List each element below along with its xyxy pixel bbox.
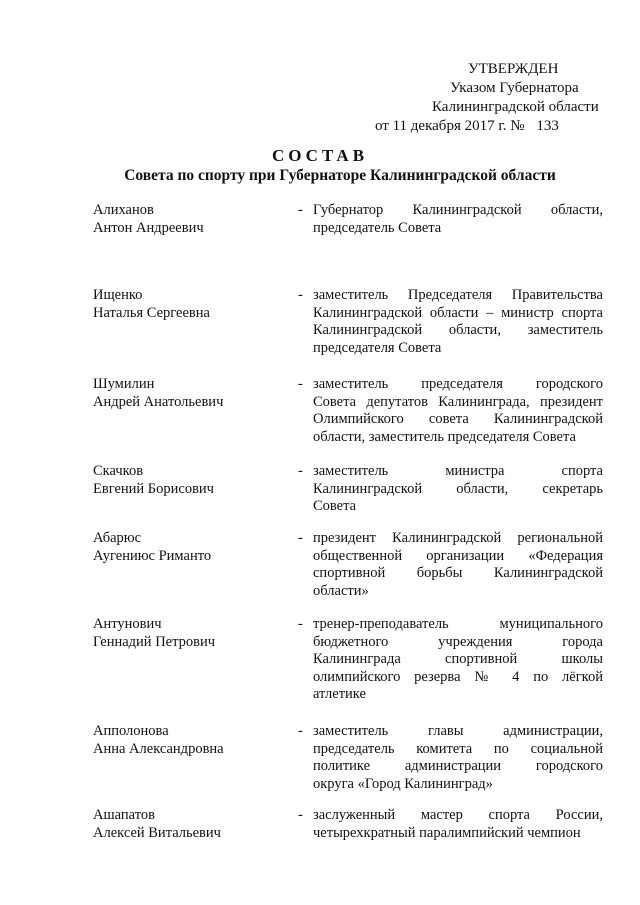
role-line: тренер-преподаватель муниципального bbox=[313, 616, 603, 632]
member-name bbox=[93, 202, 293, 237]
role-line: бюджетного учреждения города bbox=[313, 633, 603, 650]
role-line: Калининграда спортивной школы bbox=[313, 651, 603, 667]
approval-number: 133 bbox=[536, 118, 559, 134]
member-name bbox=[93, 376, 293, 411]
role-line: председатель комитета по социальной bbox=[313, 740, 603, 757]
member-entry bbox=[93, 376, 608, 463]
member-surname: Антунович bbox=[93, 616, 162, 632]
member-role bbox=[313, 202, 603, 237]
role-line: председателя Совета bbox=[313, 339, 442, 356]
member-dash: - bbox=[298, 616, 303, 632]
role-line: Губернатор Калининградской области, bbox=[313, 202, 603, 218]
document-title: СОСТАВ bbox=[271, 146, 369, 165]
member-role bbox=[313, 723, 603, 793]
member-role bbox=[313, 807, 603, 842]
approval-date-line bbox=[375, 117, 559, 136]
role-line: заместитель Председателя Правительства bbox=[313, 287, 603, 303]
member-surname: Алиханов bbox=[93, 202, 154, 218]
role-line: заслуженный мастер спорта России, bbox=[313, 807, 603, 823]
member-given-name: Наталья Сергеевна bbox=[93, 304, 210, 321]
member-role bbox=[313, 376, 603, 446]
members-list bbox=[93, 202, 608, 847]
role-line: заместитель министра спорта bbox=[313, 463, 603, 479]
member-role bbox=[313, 530, 603, 600]
member-role bbox=[313, 616, 603, 704]
approval-date-prefix: от bbox=[375, 118, 389, 134]
member-given-name: Аугениюс Риманто bbox=[93, 547, 212, 564]
approval-decree: Указом Губернатора bbox=[450, 80, 579, 96]
member-entry bbox=[93, 723, 608, 807]
member-given-name: Евгений Борисович bbox=[93, 480, 214, 497]
role-line: председатель Совета bbox=[313, 219, 442, 236]
member-given-name: Антон Андреевич bbox=[93, 219, 204, 236]
member-name bbox=[93, 723, 293, 758]
role-line: Калининградской области, заместитель bbox=[313, 322, 603, 338]
member-role bbox=[313, 463, 603, 516]
role-line: Олимпийского совета Калининградской bbox=[313, 411, 603, 427]
member-given-name: Алексей Витальевич bbox=[93, 824, 221, 841]
member-dash: - bbox=[298, 807, 303, 823]
role-line: Калининградской области – министр спорта bbox=[313, 304, 603, 321]
role-line: спортивной борьбы Калининградской bbox=[313, 565, 603, 581]
role-line: Совета депутатов Калининграда, президент bbox=[313, 393, 603, 410]
member-surname: Шумилин bbox=[93, 376, 155, 392]
member-surname: Ищенко bbox=[93, 287, 143, 303]
role-line: округа «Город Калининград» bbox=[313, 775, 493, 792]
member-entry bbox=[93, 202, 608, 287]
member-entry bbox=[93, 463, 608, 530]
role-line: заместитель главы администрации, bbox=[313, 723, 603, 739]
member-given-name: Андрей Анатольевич bbox=[93, 393, 224, 410]
role-line: Совета bbox=[313, 498, 357, 514]
member-name bbox=[93, 807, 293, 842]
member-entry bbox=[93, 287, 608, 376]
member-name bbox=[93, 287, 293, 322]
member-dash: - bbox=[298, 530, 303, 546]
member-entry bbox=[93, 530, 608, 616]
member-surname: Скачков bbox=[93, 463, 144, 479]
role-line: Калининградской области, секретарь bbox=[313, 480, 603, 497]
approval-region: Калининградской области bbox=[432, 99, 599, 115]
role-line: области, заместитель председателя Совета bbox=[313, 428, 576, 445]
member-dash: - bbox=[298, 376, 303, 392]
role-line: области» bbox=[313, 582, 369, 599]
approval-heading: УТВЕРЖДЕН bbox=[468, 61, 559, 77]
member-role bbox=[313, 287, 603, 357]
member-entry bbox=[93, 616, 608, 723]
role-line: политике администрации городского bbox=[313, 758, 603, 774]
role-line: олимпийского резерва № 4 по лёгкой bbox=[313, 668, 603, 685]
role-line: атлетике bbox=[313, 686, 366, 702]
document-subtitle: Совета по спорту при Губернаторе Калининградской области bbox=[124, 167, 556, 184]
member-given-name: Геннадий Петрович bbox=[93, 633, 216, 650]
member-surname: Абарюс bbox=[93, 530, 142, 546]
member-dash: - bbox=[298, 723, 303, 739]
member-dash: - bbox=[298, 463, 303, 479]
role-line: президент Калининградской региональной bbox=[313, 530, 603, 546]
role-line: четырехкратный паралимпийский чемпион bbox=[313, 824, 581, 841]
member-given-name: Анна Александровна bbox=[93, 740, 224, 757]
member-surname: Апполонова bbox=[93, 723, 169, 739]
member-dash: - bbox=[298, 287, 303, 303]
member-dash: - bbox=[298, 202, 303, 218]
member-surname: Ашапатов bbox=[93, 807, 155, 823]
role-line: заместитель председателя городского bbox=[313, 376, 603, 392]
role-line: общественной организации «Федерация bbox=[313, 547, 603, 564]
member-name bbox=[93, 530, 293, 565]
approval-date: 11 декабря 2017 г. № bbox=[392, 118, 525, 134]
member-entry bbox=[93, 807, 608, 847]
member-name bbox=[93, 463, 293, 498]
member-name bbox=[93, 616, 293, 651]
